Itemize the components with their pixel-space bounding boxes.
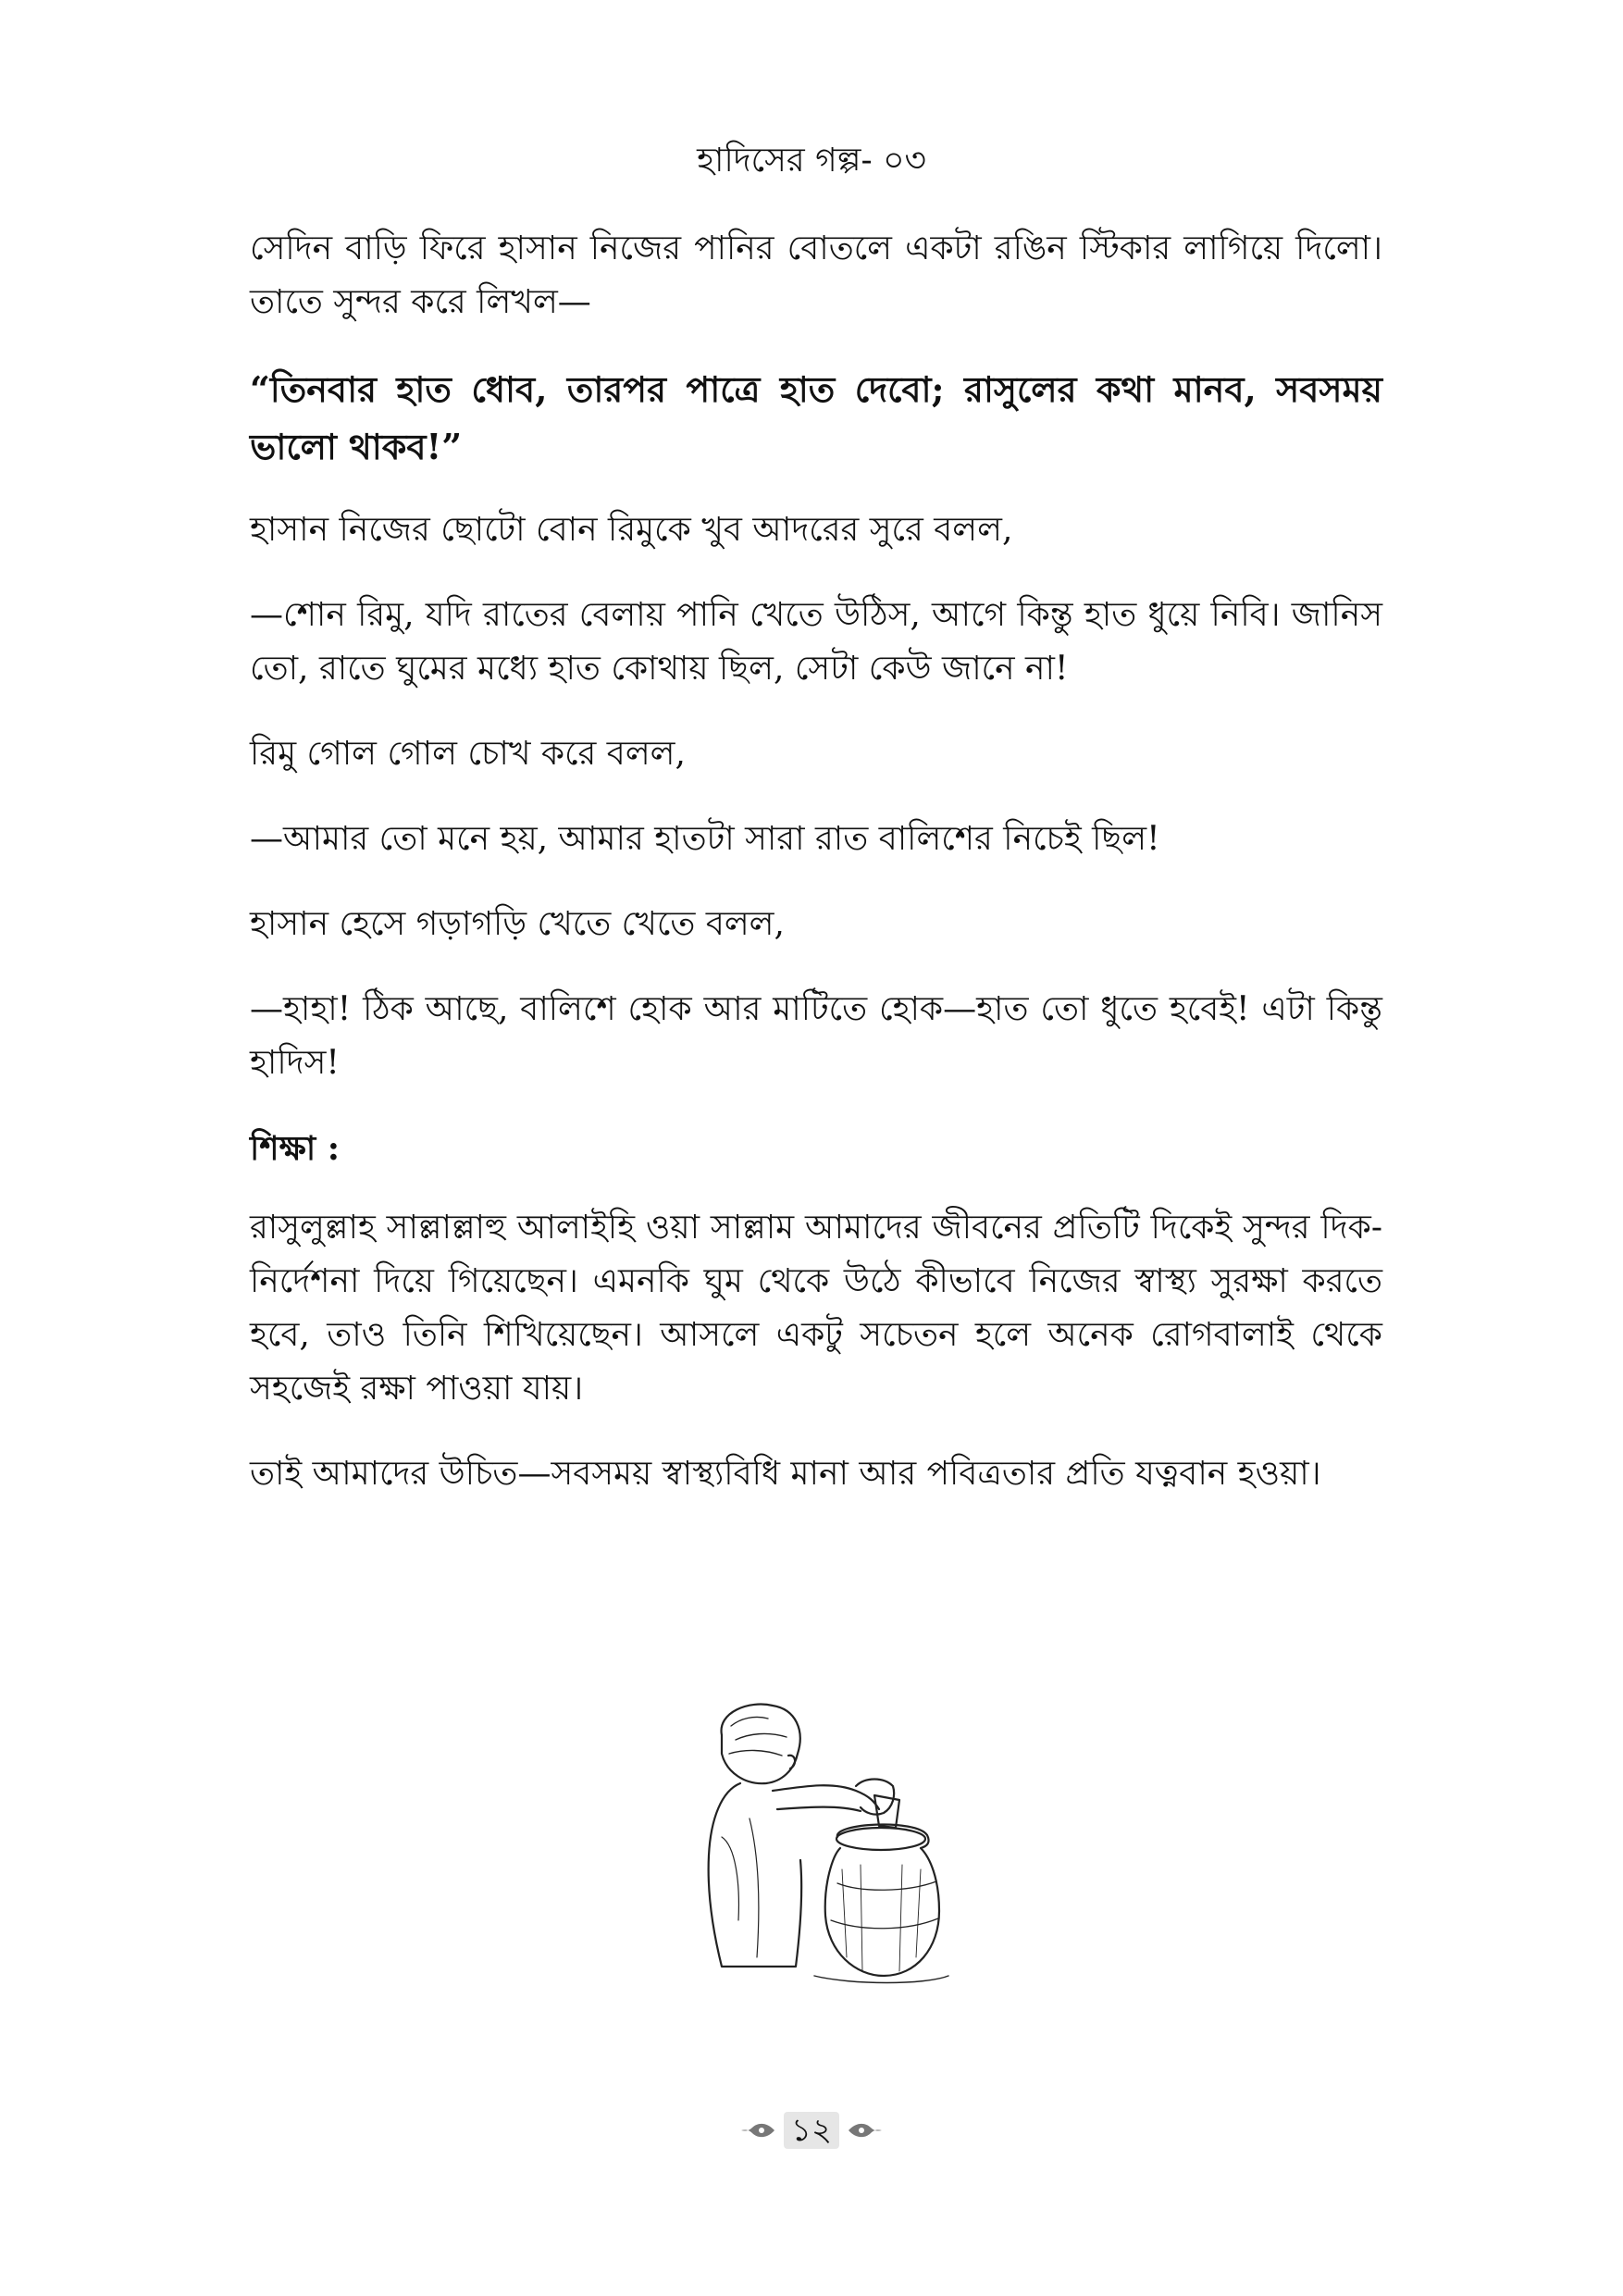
dialogue-hasan-1: —শোন রিমু, যদি রাতের বেলায় পানি খেতে উঠিস, আগে কিন্তু হাত ধুয়ে নিবি। জানিস তো, রাতে ঘুমের মধ্যে হাত কোথায় ছিল, সেটা কেউ জানে না!: [250, 596, 1382, 688]
lesson-paragraph-1: রাসুলুল্লাহ সাল্লাল্লাহু আলাইহি ওয়া সাল্লাম আমাদের জীবনের প্রতিটি দিকেই সুন্দর দিক-নির্দেশনা দিয়ে গিয়েছেন। এমনকি ঘুম থেকে উঠে কীভাবে নিজের স্বাস্থ্য সুরক্ষা করতে হবে, তাও তিনি শিখিয়েছেন। আসলে একটু সচেতন হলে অনেক রোগবালাই থেকে সহজেই রক্ষা পাওয়া যায়।: [250, 1209, 1382, 1408]
lesson-paragraph-2: তাই আমাদের উচিত—সবসময় স্বাস্থ্যবিধি মানা আর পবিত্রতার প্রতি যত্নবান হওয়া।: [250, 1455, 1321, 1493]
paragraph-rimu-says: রিমু গোল গোল চোখ করে বলল,: [250, 735, 686, 773]
paragraph-hasan-says: হাসান নিজের ছোটো বোন রিমুকে খুব আদরের সুরে বলল,: [250, 511, 1013, 549]
paragraph-sticker: সেদিন বাড়ি ফিরে হাসান নিজের পানির বোতলে একটা রঙিন স্টিকার লাগিয়ে দিলো। তাতে সুন্দর করে লিখল—: [250, 230, 1382, 321]
right-ornament-icon: [847, 2116, 884, 2144]
dialogue-hasan-2: —হাহা! ঠিক আছে, বালিশে হোক আর মাটিতে হোক—হাত তো ধুতে হবেই! এটা কিন্তু হাদিস!: [250, 990, 1382, 1082]
lesson-heading: শিক্ষা :: [250, 1129, 341, 1168]
paragraph-hasan-laughs: হাসান হেসে গড়াগড়ি খেতে খেতে বলল,: [250, 905, 785, 943]
page-number: ১২: [784, 2112, 839, 2149]
dialogue-rimu: —আমার তো মনে হয়, আমার হাতটা সারা রাত বালিশের নিচেই ছিল!: [250, 820, 1160, 858]
page-body: [250, 222, 1382, 1533]
page-number-ornament: [0, 2112, 1623, 2149]
sticker-quote: “তিনবার হাত ধোব, তারপর পাত্রে হাত দেবো; রাসুলের কথা মানব, সবসময় ভালো থাকব!”: [250, 368, 1382, 467]
running-head: হাদিসের গল্প- ০৩: [697, 142, 926, 180]
child-with-pot-illustration: [685, 1698, 962, 1994]
left-ornament-icon: [739, 2116, 776, 2144]
